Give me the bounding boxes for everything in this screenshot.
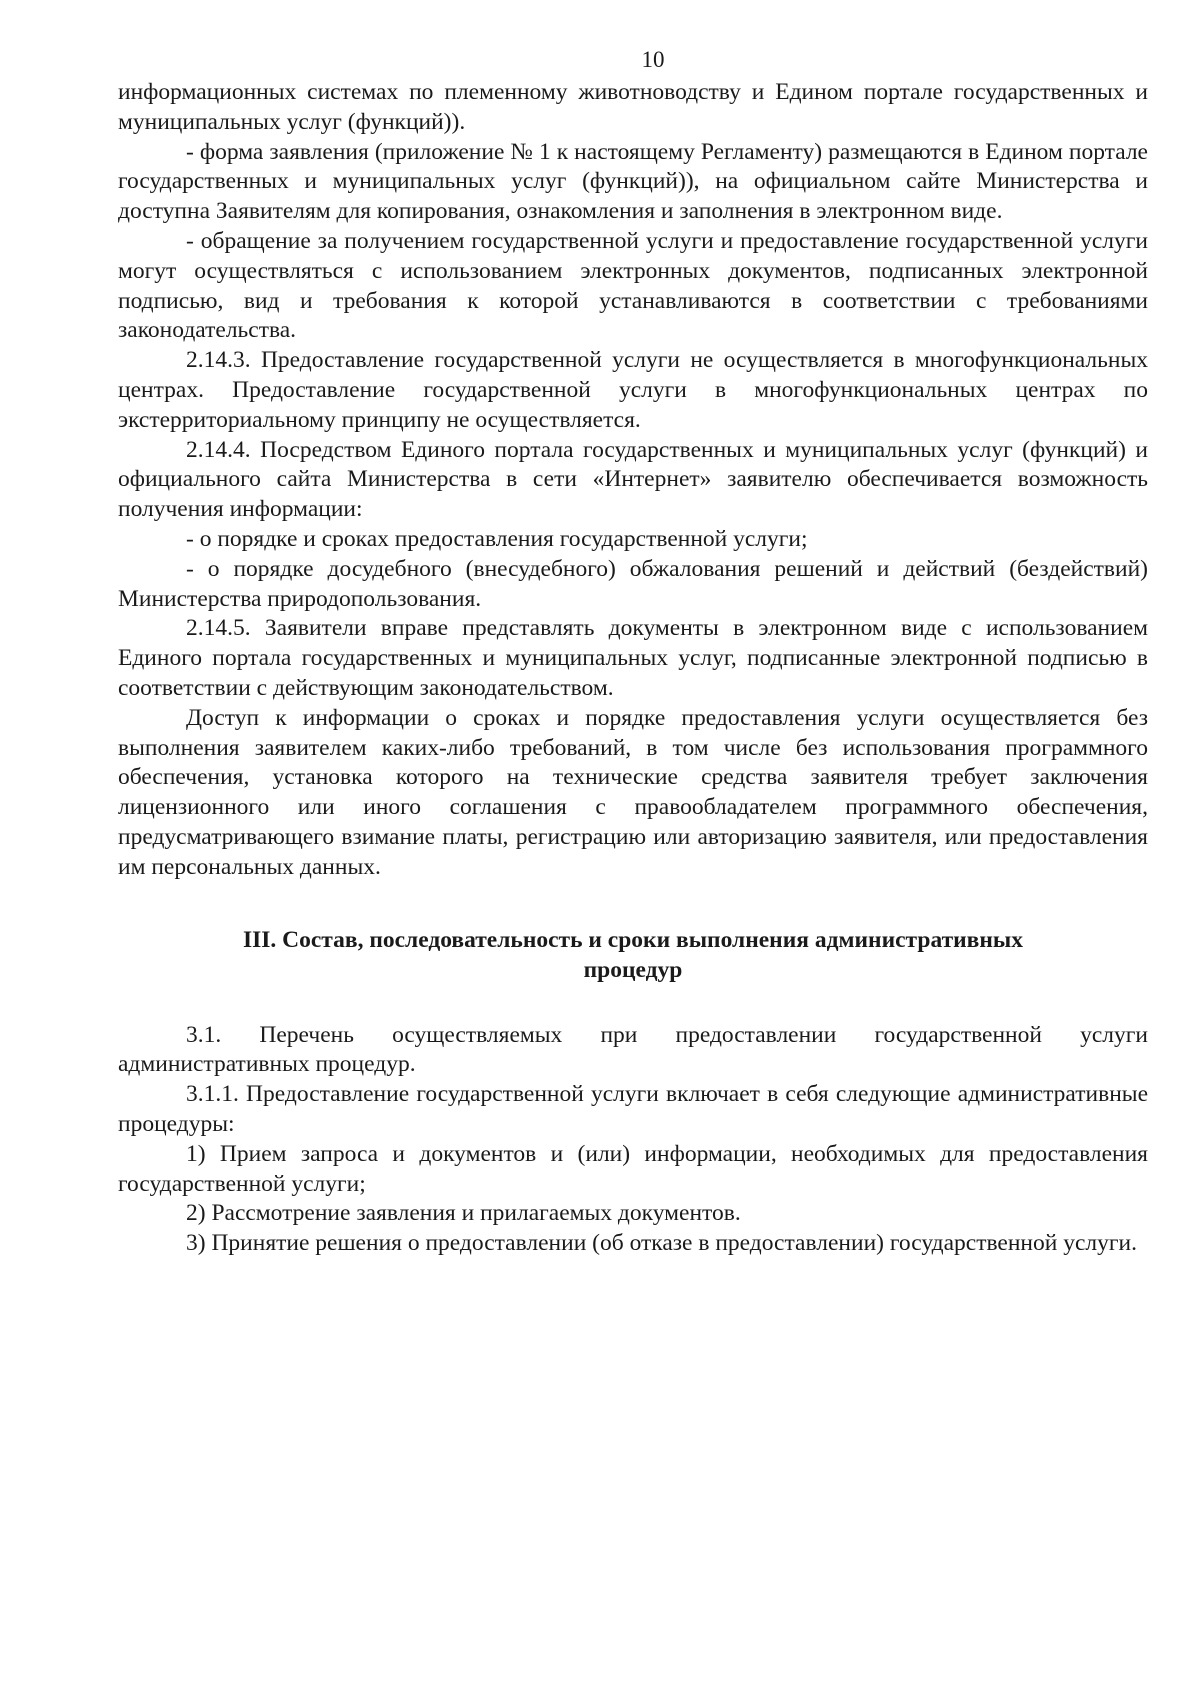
paragraph: - о порядке досудебного (внесудебного) обжалования решений и действий (бездействий) Министерства природопользования.	[118, 555, 1148, 612]
paragraph: 2.14.5. Заявители вправе представлять документы в электронном виде с использованием Единого портала государственных и муниципальных услуг, подписанные электронной подписью в соответствии с действующим законодательством.	[118, 615, 1148, 701]
paragraph: 1) Прием запроса и документов и (или) информации, необходимых для предоставления государственной услуги;	[118, 1140, 1148, 1197]
page-number: 10	[641, 47, 665, 72]
paragraph: 3.1. Перечень осуществляемых при предоставлении государственной услуги административных процедур.	[118, 1021, 1148, 1078]
document-page	[118, 44, 1148, 1259]
paragraph: 2.14.4. Посредством Единого портала государственных и муниципальных услуг (функций) и официального сайта Министерства в сети «Интернет» заявителю обеспечивается возможность получения информации:	[118, 436, 1148, 523]
section-heading-line: III. Состав, последовательность и сроки выполнения административных	[242, 926, 1024, 953]
section-heading-line: процедур	[583, 956, 683, 983]
paragraph: Доступ к информации о сроках и порядке предоставления услуги осуществляется без выполнения заявителем каких-либо требований, в том числе без использования программного обеспечения, установка которого на технические средства заявителя требует заключения лицензионного или иного соглашения с правообладателем программного обеспечения, предусматривающего взимание платы, регистрацию или авторизацию заявителя, или предоставления им персональных данных.	[118, 704, 1148, 880]
body-text-part2	[118, 1021, 1148, 1259]
paragraph: - о порядке и сроках предоставления государственной услуги;	[186, 525, 808, 552]
paragraph: 2.14.3. Предоставление государственной услуги не осуществляется в многофункциональных центрах. Предоставление государственной услуги в многофункциональных центрах по экстерриториальному принципу не осуществляется.	[118, 347, 1148, 433]
paragraph: информационных системах по племенному животноводству и Едином портале государственных и муниципальных услуг (функций)).	[118, 79, 1148, 135]
paragraph: 2) Рассмотрение заявления и прилагаемых документов.	[186, 1200, 741, 1227]
section-heading	[118, 925, 1148, 985]
body-text-part1	[118, 78, 1148, 883]
paragraph: 3.1.1. Предоставление государственной услуги включает в себя следующие административные процедуры:	[118, 1081, 1148, 1137]
paragraph: 3) Принятие решения о предоставлении (об отказе в предоставлении) государственной услуги.	[186, 1230, 1137, 1257]
paragraph: - обращение за получением государственной услуги и предоставление государственной услуги могут осуществляться с использованием электронных документов, подписанных электронной подписью, вид и требования к которой устанавливаются в соответствии с требованиями законодательства.	[118, 227, 1148, 344]
paragraph: - форма заявления (приложение № 1 к настоящему Регламенту) размещаются в Едином портале государственных и муниципальных услуг (функций)), на официальном сайте Министерства и доступна Заявителям для копирования, ознакомления и заполнения в электронном виде.	[118, 138, 1148, 225]
